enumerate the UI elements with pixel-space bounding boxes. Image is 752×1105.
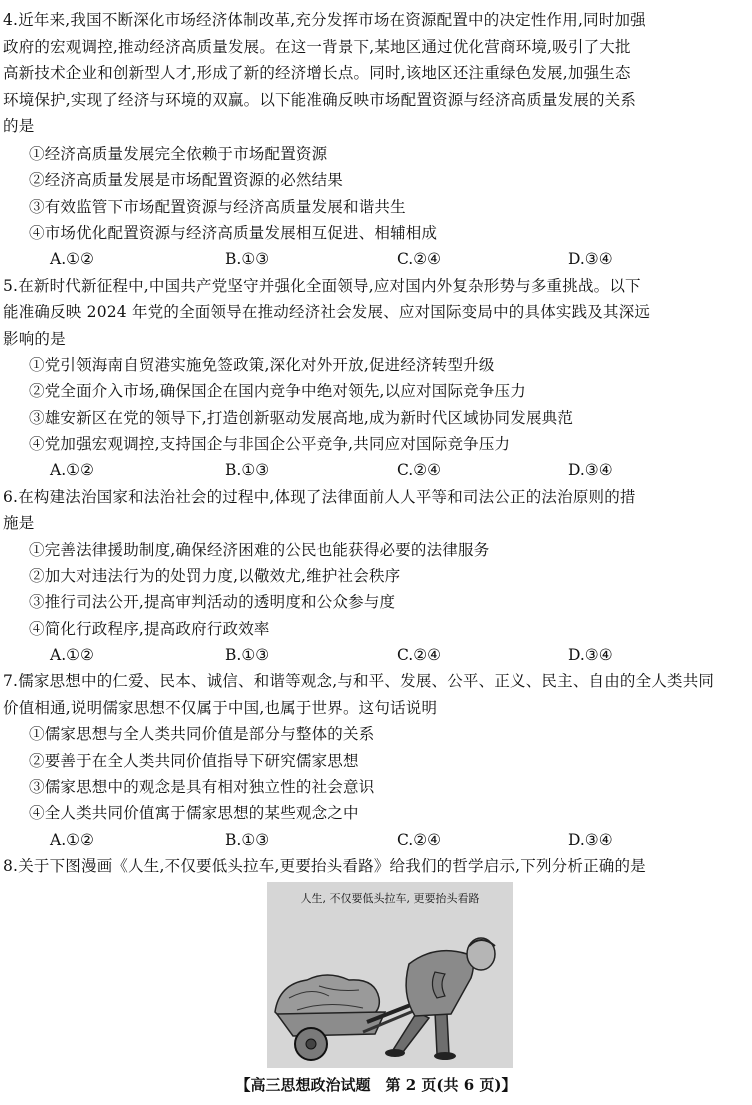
q6-option-4: ④简化行政程序,提高政府行政效率: [29, 620, 270, 638]
q5-choices: [0, 459, 752, 481]
q4-choices: [0, 248, 752, 270]
q6-choice-d: D.③④: [568, 646, 613, 664]
q5-stem-line-2: 能准确反映 2024 年党的全面领导在推动经济社会发展、应对国际变局中的具体实践及其深远: [3, 303, 651, 321]
q4-choice-a: A.①②: [50, 250, 94, 268]
q5-choice-a: A.①②: [50, 461, 94, 479]
q7-choice-c: C.②④: [397, 831, 442, 849]
q4-option-3: ③有效监管下市场配置资源与经济高质量发展和谐共生: [29, 198, 406, 216]
q4-option-4: ④市场优化配置资源与经济高质量发展相互促进、相辅相成: [29, 224, 438, 242]
q5-stem-line-3: 影响的是: [3, 330, 66, 348]
q6-option-3: ③推行司法公开,提高审判活动的透明度和公众参与度: [29, 593, 396, 611]
q6-choices: [0, 644, 752, 666]
q8-stem-line-1: 8.关于下图漫画《人生,不仅要低头拉车,更要抬头看路》给我们的哲学启示,下列分析正确的是: [3, 857, 646, 875]
q4-choice-b: B.①③: [225, 250, 270, 268]
q4-stem-line-4: 环境保护,实现了经济与环境的双赢。以下能准确反映市场配置资源与经济高质量发展的关系: [3, 91, 637, 109]
q6-stem-line-2: 施是: [3, 514, 35, 532]
q4-stem-line-1: 4.近年来,我国不断深化市场经济体制改革,充分发挥市场在资源配置中的决定性作用,同时加强: [3, 11, 646, 29]
q7-stem-line-1: 7.儒家思想中的仁爱、民本、诚信、和谐等观念,与和平、发展、公平、正义、民主、自由的全人类共同: [3, 672, 715, 690]
q6-choice-b: B.①③: [225, 646, 270, 664]
q4-stem-line-3: 高新技术企业和创新型人才,形成了新的经济增长点。同时,该地区还注重绿色发展,加强生态: [3, 64, 631, 82]
q5-option-2: ②党全面介入市场,确保国企在国内竞争中绝对领先,以应对国际竞争压力: [29, 382, 526, 400]
q5-choice-c: C.②④: [397, 461, 442, 479]
q7-stem-line-2: 价值相通,说明儒家思想不仅属于中国,也属于世界。这句话说明: [3, 699, 438, 717]
q6-choice-a: A.①②: [50, 646, 94, 664]
q4-stem-line-5: 的是: [3, 117, 35, 135]
q7-choice-b: B.①③: [225, 831, 270, 849]
q4-choice-c: C.②④: [397, 250, 442, 268]
q7-choice-d: D.③④: [568, 831, 613, 849]
q5-choice-b: B.①③: [225, 461, 270, 479]
q5-choice-d: D.③④: [568, 461, 613, 479]
q4-stem-line-2: 政府的宏观调控,推动经济高质量发展。在这一背景下,某地区通过优化营商环境,吸引了大批: [3, 38, 631, 56]
q5-option-1: ①党引领海南自贸港实施免签政策,深化对外开放,促进经济转型升级: [29, 356, 495, 374]
q5-option-3: ③雄安新区在党的领导下,打造创新驱动发展高地,成为新时代区域协同发展典范: [29, 409, 574, 427]
man-pulling-wheelbarrow-illustration: [267, 882, 513, 1068]
q7-option-4: ④全人类共同价值寓于儒家思想的某些观念之中: [29, 804, 359, 822]
q5-option-4: ④党加强宏观调控,支持国企与非国企公平竞争,共同应对国际竞争压力: [29, 435, 511, 453]
q7-choices: [0, 829, 752, 851]
q7-option-3: ③儒家思想中的观念是具有相对独立性的社会意识: [29, 778, 375, 796]
q4-option-2: ②经济高质量发展是市场配置资源的必然结果: [29, 171, 344, 189]
q5-stem-line-1: 5.在新时代新征程中,中国共产党坚守并强化全面领导,应对国内外复杂形势与多重挑战。以下: [3, 277, 641, 295]
q4-option-1: ①经济高质量发展完全依赖于市场配置资源: [29, 145, 328, 163]
cartoon-image: [267, 882, 513, 1068]
q7-option-1: ①儒家思想与全人类共同价值是部分与整体的关系: [29, 725, 375, 743]
q4-choice-d: D.③④: [568, 250, 613, 268]
q6-option-1: ①完善法律援助制度,确保经济困难的公民也能获得必要的法律服务: [29, 541, 490, 559]
q6-option-2: ②加大对违法行为的处罚力度,以儆效尤,维护社会秩序: [29, 567, 401, 585]
q6-stem-line-1: 6.在构建法治国家和法治社会的过程中,体现了法律面前人人平等和司法公正的法治原则的措: [3, 488, 636, 506]
q7-option-2: ②要善于在全人类共同价值指导下研究儒家思想: [29, 752, 359, 770]
q7-choice-a: A.①②: [50, 831, 94, 849]
q6-choice-c: C.②④: [397, 646, 442, 664]
cartoon-caption: 人生, 不仅要低头拉车, 更要抬头看路: [300, 892, 480, 905]
page-footer: 【高三思想政治试题 第 2 页(共 6 页)】: [235, 1076, 517, 1094]
